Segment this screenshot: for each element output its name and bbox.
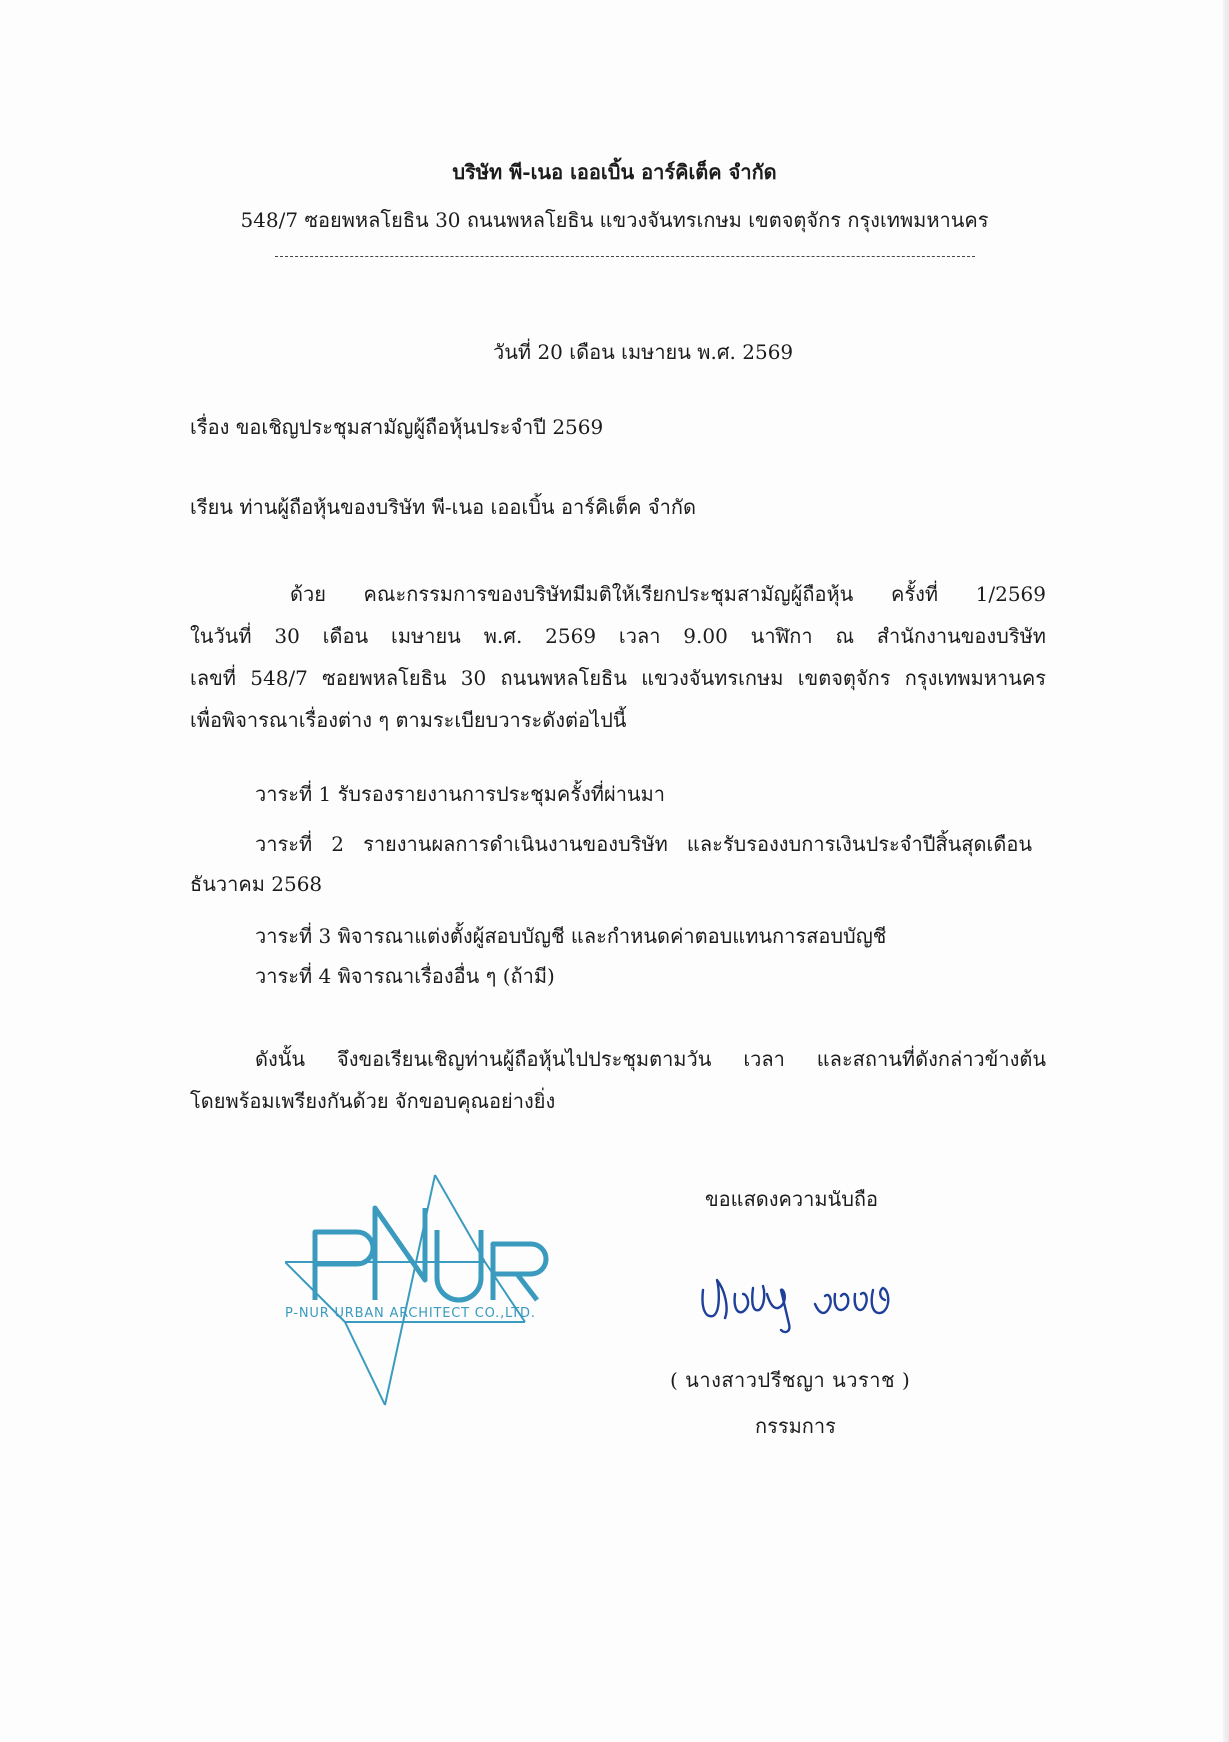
agenda-item-1: วาระที่ 1 รับรองรายงานการประชุมครั้งที่ผ่านมา: [255, 782, 666, 806]
agenda-item-2: วาระที่ 2 รายงานผลการดำเนินงานของบริษัท และรับรองงบการเงินประจำปีสิ้นสุดเดือน: [255, 832, 1032, 856]
company-address: 548/7 ซอยพหลโยธิน 30 ถนนพหลโยธิน แขวงจันทรเกษม เขตจตุจักร กรุงเทพมหานคร: [240, 208, 989, 232]
body-line-4: เพื่อพิจารณาเรื่องต่าง ๆ ตามระเบียบวาระดังต่อไปนี้: [190, 708, 627, 732]
closing-line-1: ดังนั้น จึงขอเรียนเชิญท่านผู้ถือหุ้นไปประชุมตามวัน เวลา และสถานที่ดังกล่าวข้างต้น: [255, 1047, 1046, 1071]
agenda-item-3: วาระที่ 3 พิจารณาแต่งตั้งผู้สอบบัญชี และกำหนดค่าตอบแทนการสอบบัญชี: [255, 924, 887, 948]
logo-mark: [315, 1208, 546, 1300]
date-line: วันที่ 20 เดือน เมษายน พ.ศ. 2569: [493, 340, 794, 364]
closing-line-2: โดยพร้อมเพรียงกันด้วย จักขอบคุณอย่างยิ่ง: [190, 1089, 556, 1113]
company-logo: [285, 1170, 585, 1410]
body-line-2: ในวันที่ 30 เดือน เมษายน พ.ศ. 2569 เวลา 9.00 นาฬิกา ณ สำนักงานของบริษัท: [190, 624, 1046, 648]
scan-edge-shadow: [1223, 0, 1229, 1742]
signer-title: กรรมการ: [755, 1414, 836, 1438]
recipient-line: เรียน ท่านผู้ถือหุ้นของบริษัท พี-เนอ เออเบิ้น อาร์คิเต็ค จำกัด: [190, 495, 696, 519]
logo-lines: [285, 1175, 525, 1405]
signature: [695, 1260, 945, 1340]
agenda-item-4: วาระที่ 4 พิจารณาเรื่องอื่น ๆ (ถ้ามี): [255, 964, 555, 988]
company-name: บริษัท พี-เนอ เออเบิ้น อาร์คิเต็ค จำกัด: [452, 160, 777, 184]
subject-line: เรื่อง ขอเชิญประชุมสามัญผู้ถือหุ้นประจำปี 2569: [190, 415, 604, 439]
body-line-1: ด้วย คณะกรรมการของบริษัทมีมติให้เรียกประชุมสามัญผู้ถือหุ้น ครั้งที่ 1/2569: [290, 582, 1046, 606]
header-divider: [275, 256, 975, 257]
agenda-item-2-cont: ธันวาคม 2568: [190, 872, 323, 896]
logo-company-name: P-NUR URBAN ARCHITECT CO.,LTD.: [285, 1306, 535, 1321]
signer-name: ( นางสาวปรีชญา นวราช ): [670, 1368, 911, 1392]
regards-text: ขอแสดงความนับถือ: [705, 1187, 879, 1211]
body-line-3: เลขที่ 548/7 ซอยพหลโยธิน 30 ถนนพหลโยธิน แขวงจันทรเกษม เขตจตุจักร กรุงเทพมหานคร: [190, 666, 1047, 690]
